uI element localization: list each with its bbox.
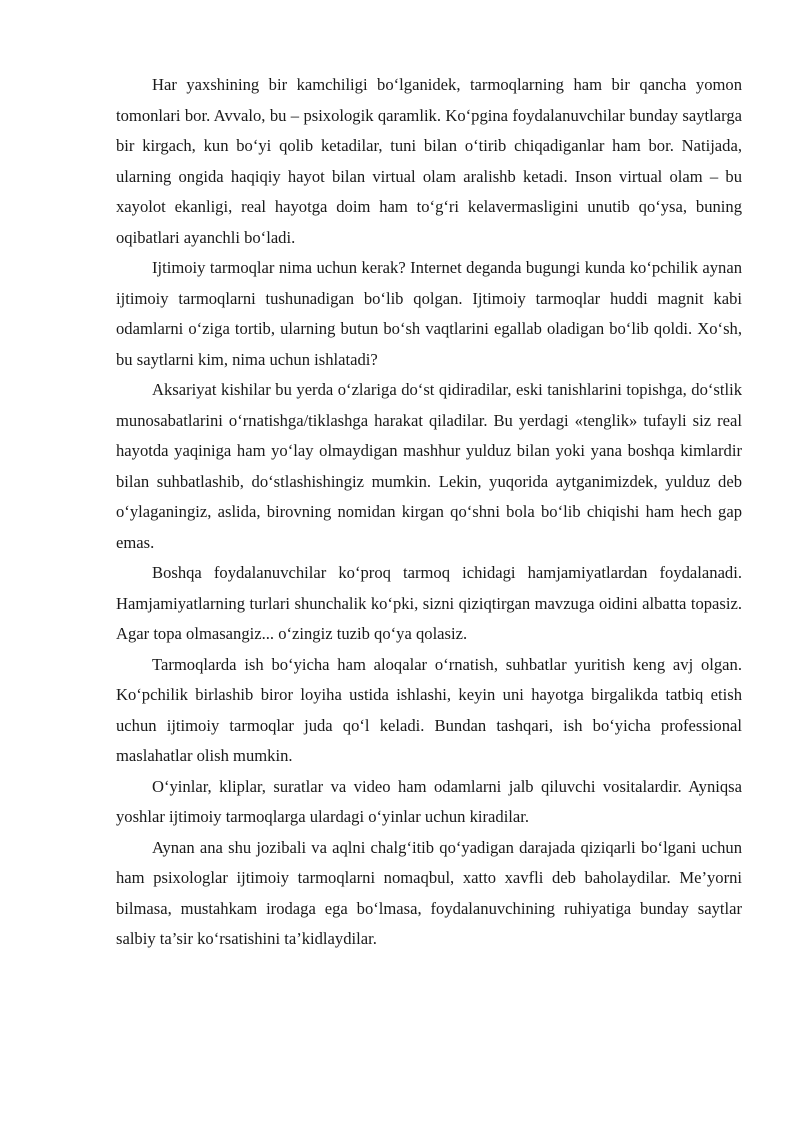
paragraph-2: Ijtimoiy tarmoqlar nima uchun kerak? Internet deganda bugungi kunda ko‘pchilik aynan ijtimoiy tarmoqlarni tushunadigan bo‘lib qolgan. Ijtimoiy tarmoqlar huddi magnit kabi odamlarni o‘ziga tortib, ularning butun bo‘sh vaqtlarini egallab oladigan bo‘lib qoldi. Xo‘sh, bu saytlarni kim, nima uchun ishlatadi?: [116, 258, 742, 369]
paragraph-7: Aynan ana shu jozibali va aqlni chalg‘itib qo‘yadigan darajada qiziqarli bo‘lgani uchun ham psixologlar ijtimoiy tarmoqlarni nomaqbul, xatto xavfli deb baholaydilar. Me’yorni bilmasa, mustahkam irodaga ega bo‘lmasa, foydalanuvchining ruhiyatiga bunday saytlar salbiy ta’sir ko‘rsatishini ta’kidlaydilar.: [116, 837, 742, 948]
paragraph-1: Har yaxshining bir kamchiligi bo‘lganidek, tarmoqlarning ham bir qancha yomon tomonlari bor. Avvalo, bu – psixologik qaramlik. Ko‘pgina foydalanuvchilar bunday saytlarga bir kirgach, kun bo‘yi qolib ketadilar, tuni bilan o‘tirib chiqadiganlar ham bor. Natijada, ularning ongida haqiqiy hayot bilan virtual olam aralishb ketadi. Inson virtual olam – bu xayolot ekanligi, real hayotga doim ham to‘g‘ri kelavermasligini unutib qo‘ysa, buning oqibatlari ayanchli bo‘ladi.: [116, 75, 742, 247]
paragraph-3: Aksariyat kishilar bu yerda o‘zlariga do‘st qidiradilar, eski tanishlarini topishga, do‘stlik munosabatlarini o‘rnatishga/tiklashga harakat qiladilar. Bu yerdagi «tenglik» tufayli siz real hayotda yaqiniga ham yo‘lay olmaydigan mashhur yulduz bilan yoki yana boshqa kimlardir bilan suhbatlashib, do‘stlashishingiz mumkin. Lekin, yuqorida aytganimizdek, yulduz deb o‘ylaganingiz, aslida, birovning nomidan kirgan qo‘shni bola bo‘lib chiqishi ham hech gap emas.: [116, 380, 742, 552]
paragraph-4: Boshqa foydalanuvchilar ko‘proq tarmoq ichidagi hamjamiyatlardan foydalanadi. Hamjamiyatlarning turlari shunchalik ko‘pki, sizni qiziqtirgan mavzuga oidini albatta topasiz. Agar topa olmasangiz... o‘zingiz tuzib qo‘ya qolasiz.: [116, 563, 742, 643]
paragraph-5: Tarmoqlarda ish bo‘yicha ham aloqalar o‘rnatish, suhbatlar yuritish keng avj olgan. Ko‘pchilik birlashib biror loyiha ustida ishlashi, keyin uni hayotga birgalikda tatbiq etish uchun ijtimoiy tarmoqlar juda qo‘l keladi. Bundan tashqari, ish bo‘yicha professional maslahatlar olish mumkin.: [116, 654, 742, 765]
document-body: [116, 70, 742, 955]
paragraph-6: O‘yinlar, kliplar, suratlar va video ham odamlarni jalb qiluvchi vositalardir. Ayniqsa yoshlar ijtimoiy tarmoqlarga ulardagi o‘yinlar uchun kiradilar.: [116, 776, 742, 826]
